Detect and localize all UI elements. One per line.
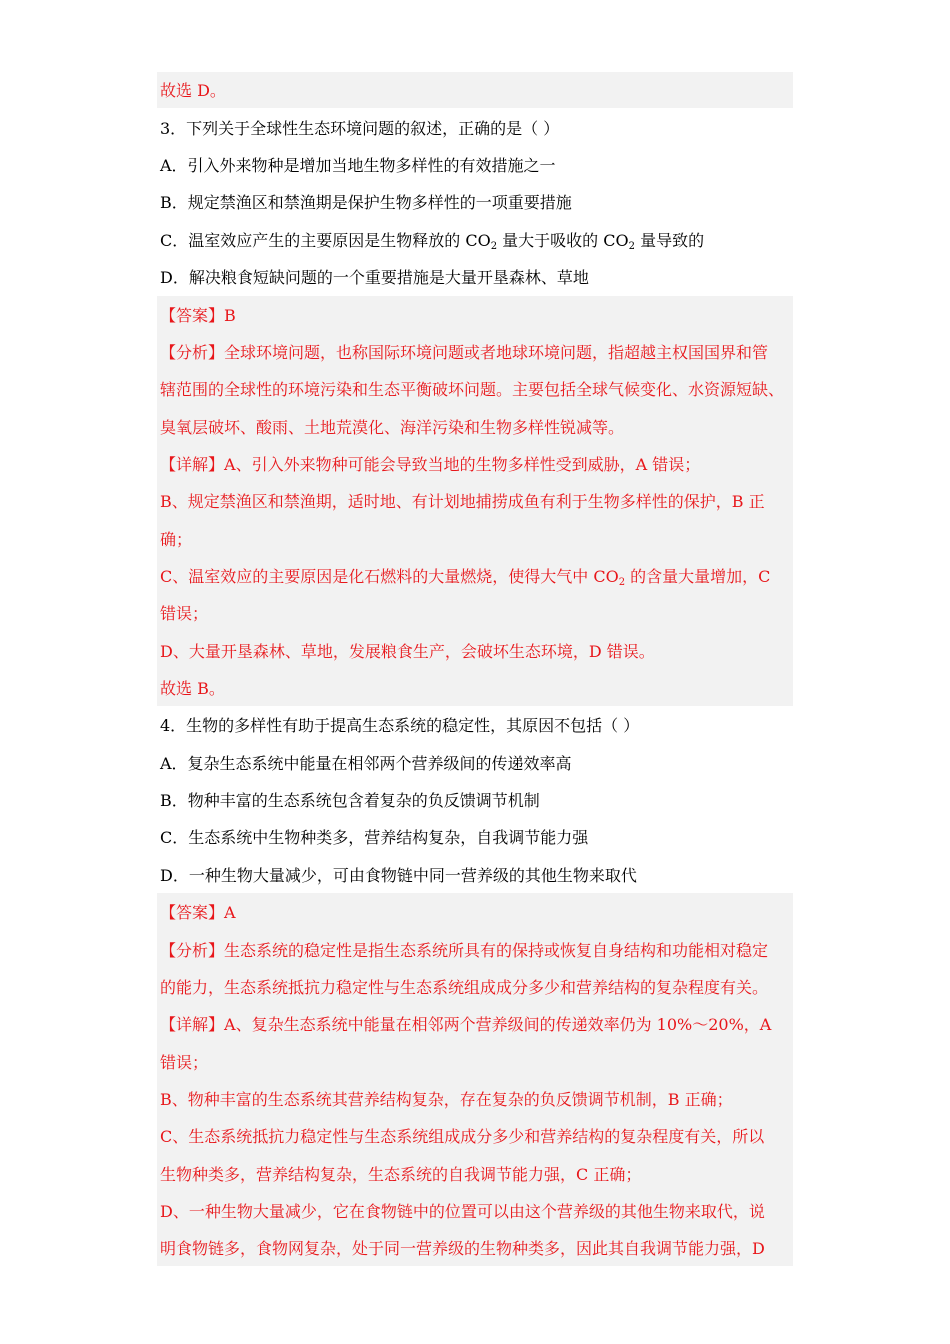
q4-option-d: D．一种生物大量减少，可由食物链中同一营养级的其他生物来取代: [160, 866, 637, 885]
detail-tag: 【详解】: [160, 455, 225, 474]
q3-detail-a: 【详解】A、引入外来物种可能会导致当地的生物多样性受到威胁，A 错误；: [160, 455, 701, 474]
q4-answer: 【答案】A: [160, 903, 236, 922]
q4-detail-c-line-1: C、生态系统抵抗力稳定性与生态系统组成成分多少和营养结构的复杂程度有关，所以: [160, 1127, 765, 1146]
analysis-tag: 【分析】: [160, 343, 225, 362]
q3-answer: 【答案】B: [160, 306, 236, 325]
q4-option-b: B．物种丰富的生态系统包含着复杂的负反馈调节机制: [160, 791, 540, 810]
q3-stem: 3．下列关于全球性生态环境问题的叙述，正确的是（ ）: [160, 119, 560, 138]
analysis-tag: 【分析】: [160, 941, 225, 960]
q4-detail-b: B、物种丰富的生态系统其营养结构复杂，存在复杂的负反馈调节机制，B 正确；: [160, 1090, 733, 1109]
prev-conclusion: 故选 D。: [160, 81, 226, 100]
q3-analysis-line-3: 臭氧层破坏、酸雨、土地荒漠化、海洋污染和生物多样性锐减等。: [160, 418, 625, 437]
q3-option-b: B．规定禁渔区和禁渔期是保护生物多样性的一项重要措施: [160, 193, 572, 212]
answer-tag: 【答案】: [160, 903, 225, 922]
q3-analysis-line-2: 辖范围的全球性的环境污染和生态平衡破坏问题。主要包括全球气候变化、水资源短缺、: [160, 380, 785, 399]
q4-option-c: C．生态系统中生物种类多，营养结构复杂，自我调节能力强: [160, 828, 589, 847]
q4-detail-d-line-2: 明食物链多，食物网复杂，处于同一营养级的生物种类多，因此其自我调节能力强，D: [160, 1239, 765, 1258]
q3-option-c: C．温室效应产生的主要原因是生物释放的 $CO_2$ 量大于吸收的 $CO_2$ 量导致的: [160, 231, 705, 252]
q4-stem: 4．生物的多样性有助于提高生态系统的稳定性，其原因不包括（ ）: [160, 716, 640, 735]
q4-analysis-line-2: 的能力，生态系统抵抗力稳定性与生态系统组成成分多少和营养结构的复杂程度有关。: [160, 978, 769, 997]
q4-option-a: A．复杂生态系统中能量在相邻两个营养级间的传递效率高: [160, 754, 572, 773]
q3-analysis-line-1: 【分析】全球环境问题，也称国际环境问题或者地球环境问题，指超越主权国国界和管: [160, 343, 769, 362]
q4-detail-d-line-1: D、一种生物大量减少，它在食物链中的位置可以由这个营养级的其他生物来取代，说: [160, 1202, 765, 1221]
q3-detail-d: D、大量开垦森林、草地，发展粮食生产，会破坏生态环境，D 错误。: [160, 642, 655, 661]
q3-detail-c-line-1: C、温室效应的主要原因是化石燃料的大量燃烧，使得大气中 $CO_2$ 的含量大量增加，C: [160, 567, 771, 588]
q4-analysis-line-1: 【分析】生态系统的稳定性是指生态系统所具有的保持或恢复自身结构和功能相对稳定: [160, 941, 769, 960]
q3-option-a: A．引入外来物种是增加当地生物多样性的有效措施之一: [160, 156, 556, 175]
q3-detail-b-line-2: 确；: [160, 530, 193, 549]
detail-tag: 【详解】: [160, 1015, 225, 1034]
answer-tag: 【答案】: [160, 306, 225, 325]
q4-detail-a-line-2: 错误；: [160, 1053, 209, 1072]
q3-conclusion: 故选 B。: [160, 679, 225, 698]
q4-detail-a-line-1: 【详解】A、复杂生态系统中能量在相邻两个营养级间的传递效率仍为 10%～20%，A: [160, 1015, 772, 1034]
q4-detail-c-line-2: 生物种类多，营养结构复杂，生态系统的自我调节能力强，C 正确；: [160, 1165, 642, 1184]
q3-detail-c-line-2: 错误；: [160, 604, 209, 623]
q3-option-d: D．解决粮食短缺问题的一个重要措施是大量开垦森林、草地: [160, 268, 589, 287]
q3-detail-b-line-1: B、规定禁渔区和禁渔期，适时地、有计划地捕捞成鱼有利于生物多样性的保护，B 正: [160, 492, 765, 511]
